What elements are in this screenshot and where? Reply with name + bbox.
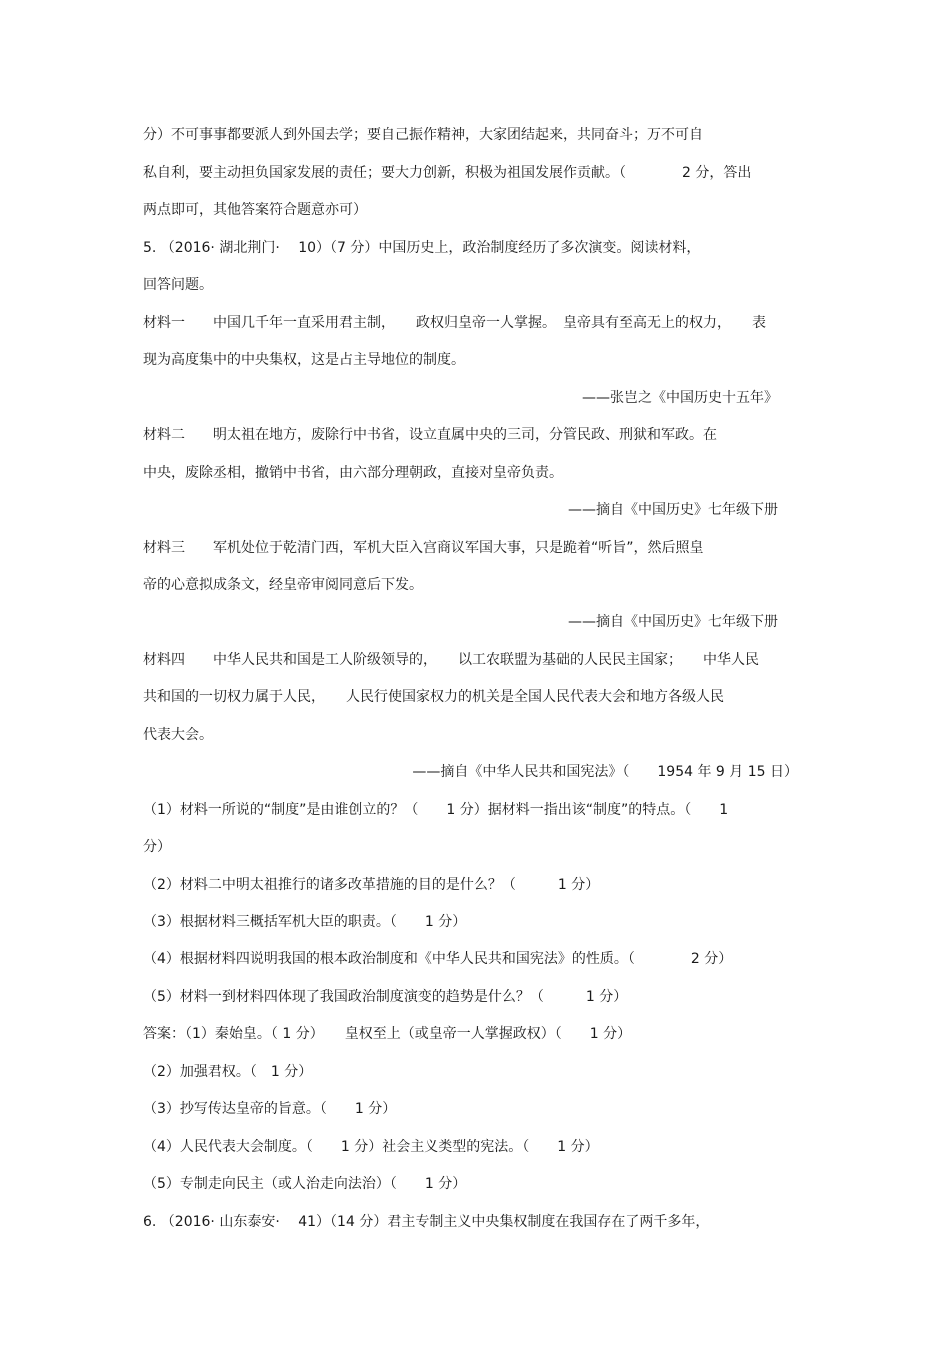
- sub-question-1: 分）: [143, 839, 171, 855]
- sub-question-4: （4）根据材料四说明我国的根本政治制度和《中华人民共和国宪法》的性质。（ 2 分）: [143, 951, 733, 967]
- answer-2: （2）加强君权。（ 1 分）: [143, 1064, 313, 1080]
- text-line: 分）不可事事都要派人到外国去学；要自己振作精神，大家团结起来，共同奋斗；万不可自: [143, 127, 703, 143]
- answer-1: 答案：（1）秦始皇。（ 1 分） 皇权至上（或皇帝一人掌握政权）（ 1 分）: [143, 1026, 632, 1042]
- answer-4: （4）人民代表大会制度。（ 1 分）社会主义类型的宪法。（ 1 分）: [143, 1139, 599, 1155]
- material-2-text: 中央，废除丞相，撤销中书省，由六部分理朝政，直接对皇帝负责。: [143, 465, 563, 481]
- sub-question-5: （5）材料一到材料四体现了我国政治制度演变的趋势是什么？（ 1 分）: [143, 989, 628, 1005]
- text-line: 私自利，要主动担负国家发展的责任；要大力创新，积极为祖国发展作贡献。（ 2 分，答出: [143, 165, 752, 181]
- sub-question-2: （2）材料二中明太祖推行的诸多改革措施的目的是什么？（ 1 分）: [143, 877, 600, 893]
- material-3-text: 帝的心意拟成条文，经皇帝审阅同意后下发。: [143, 577, 423, 593]
- sub-question-1: （1）材料一所说的“制度”是由谁创立的？（ 1 分）据材料一指出该“制度”的特点。（ 1: [143, 802, 729, 818]
- material-3-text: 材料三 军机处位于乾清门西，军机大臣入宫商议军国大事，只是跪着“听旨”，然后照皇: [143, 540, 704, 556]
- sub-question-3: （3）根据材料三概括军机大臣的职责。（ 1 分）: [143, 914, 467, 930]
- material-4-text: 共和国的一切权力属于人民， 人民行使国家权力的机关是全国人民代表大会和地方各级人民: [143, 689, 724, 705]
- answer-3: （3）抄写传达皇帝的旨意。（ 1 分）: [143, 1101, 397, 1117]
- material-3-source: ——摘自《中国历史》七年级下册: [568, 614, 778, 630]
- question-6-heading: 6. （2016· 山东泰安· 41）（14 分）君主专制主义中央集权制度在我国存在了两千多年，: [143, 1214, 710, 1230]
- material-4-source: ——摘自《中华人民共和国宪法》（ 1954 年 9 月 15 日）: [412, 764, 798, 780]
- material-4-text: 材料四 中华人民共和国是工人阶级领导的， 以工农联盟为基础的人民民主国家； 中华人民: [143, 652, 759, 668]
- material-4-text: 代表大会。: [143, 727, 213, 743]
- material-1-text: 现为高度集中的中央集权，这是占主导地位的制度。: [143, 352, 465, 368]
- answer-5: （5）专制走向民主（或人治走向法治）（ 1 分）: [143, 1176, 467, 1192]
- material-1-source: ——张岂之《中国历史十五年》: [582, 390, 778, 406]
- material-2-source: ——摘自《中国历史》七年级下册: [568, 502, 778, 518]
- material-1-text: 材料一 中国几千年一直采用君主制， 政权归皇帝一人掌握。 皇帝具有至高无上的权力， 表: [143, 315, 766, 331]
- text-line: 两点即可，其他答案符合题意亦可）: [143, 202, 367, 218]
- question-5-heading: 5. （2016· 湖北荆门· 10）（7 分）中国历史上，政治制度经历了多次演变。阅读材料，: [143, 240, 701, 256]
- material-2-text: 材料二 明太祖在地方，废除行中书省，设立直属中央的三司，分管民政、刑狱和军政。在: [143, 427, 717, 443]
- text-line: 回答问题。: [143, 277, 213, 293]
